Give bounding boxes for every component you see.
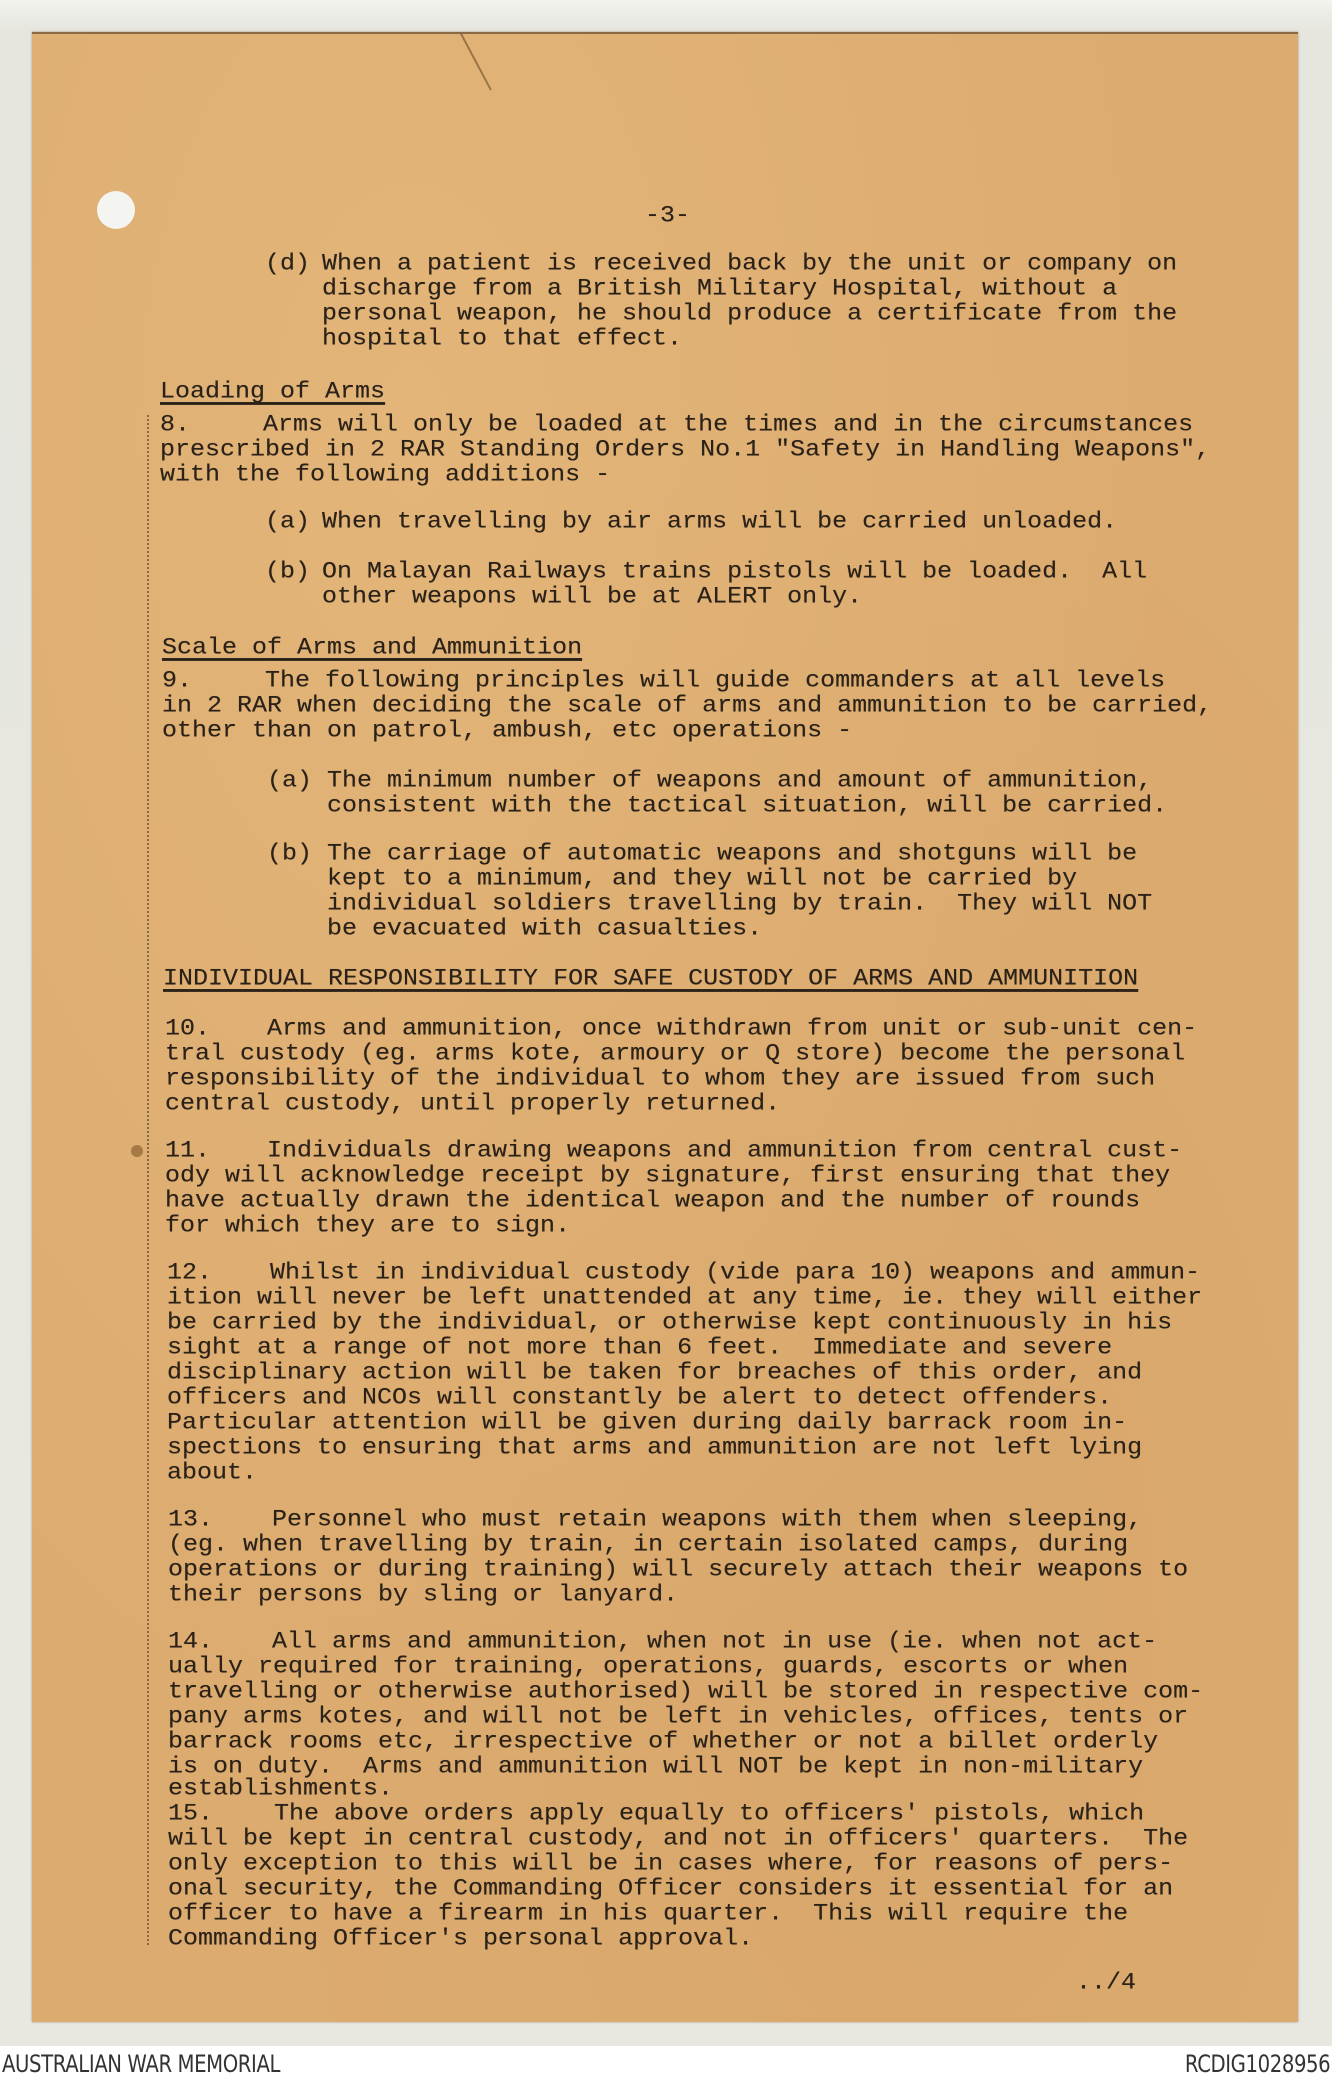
text-line: be evacuated with casualties. [327, 915, 763, 942]
text-line: sight at a range of not more than 6 feet. Immediate and severe [167, 1334, 1113, 1361]
sub-label: (a) [267, 767, 313, 794]
paragraph-number: 11. [165, 1137, 211, 1164]
text-line: kept to a minimum, and they will not be carried by [327, 865, 1078, 892]
text-line: be carried by the individual, or otherwise kept continuously in his [167, 1309, 1173, 1336]
paper-stain [131, 1145, 143, 1157]
text-line: officers and NCOs will constantly be alert to detect offenders. [167, 1384, 1113, 1411]
sub-label: (a) [265, 508, 311, 535]
image-reference: RCDIG1028956 [1184, 2050, 1330, 2078]
text-line: travelling or otherwise authorised) will be stored in respective com- [168, 1678, 1204, 1705]
text-line: Individuals drawing weapons and ammunition from central cust- [267, 1137, 1183, 1164]
text-line: discharge from a British Military Hospital, without a [322, 275, 1118, 302]
text-line: ition will never be left unattended at any time, ie. they will either [167, 1284, 1203, 1311]
paragraph-number: 9. [162, 667, 193, 694]
text-line: barrack rooms etc, irrespective of whether or not a billet orderly [168, 1728, 1159, 1755]
paragraph-number: 10. [165, 1015, 211, 1042]
text-line: prescribed in 2 RAR Standing Orders No.1 "Safety in Handling Weapons", [160, 436, 1211, 463]
text-line: central custody, until properly returned. [165, 1090, 781, 1117]
text-line: Whilst in individual custody (vide para 10) weapons and ammun- [270, 1259, 1201, 1286]
text-line: The carriage of automatic weapons and shotguns will be [327, 840, 1138, 867]
text-line: about. [167, 1459, 258, 1486]
text-line: individual soldiers travelling by train. They will NOT [327, 890, 1153, 917]
punch-hole [97, 191, 135, 229]
page-number: -3- [645, 202, 691, 229]
text-line: All arms and ammunition, when not in use (ie. when not act- [272, 1628, 1158, 1655]
sub-label: (b) [265, 558, 311, 585]
text-line: Arms and ammunition, once withdrawn from unit or sub-unit cen- [267, 1015, 1198, 1042]
text-line: Arms will only be loaded at the times and in the circumstances [263, 411, 1194, 438]
paragraph-number: 12. [167, 1259, 213, 1286]
sub-label: (b) [267, 840, 313, 867]
paragraph-number: 8. [160, 411, 191, 438]
text-line: with the following additions - [160, 461, 611, 488]
text-line: When travelling by air arms will be carried unloaded. [322, 508, 1118, 535]
text-line: The following principles will guide commanders at all levels [265, 667, 1166, 694]
text-line: only exception to this will be in cases where, for reasons of pers- [168, 1850, 1174, 1877]
text-line: When a patient is received back by the unit or company on [322, 250, 1178, 277]
text-line: hospital to that effect. [322, 325, 683, 352]
text-line: disciplinary action will be taken for breaches of this order, and [167, 1359, 1143, 1386]
text-line: onal security, the Commanding Officer considers it essential for an [168, 1875, 1174, 1902]
text-line: their persons by sling or lanyard. [168, 1581, 679, 1608]
text-line: ually required for training, operations, guards, escorts or when [168, 1653, 1129, 1680]
text-line: The above orders apply equally to officers' pistols, which [274, 1800, 1145, 1827]
text-line: Commanding Officer's personal approval. [168, 1925, 754, 1952]
paragraph-number: 13. [168, 1506, 214, 1533]
text-line: operations or during training) will securely attach their weapons to [168, 1556, 1189, 1583]
text-line: for which they are to sign. [165, 1212, 571, 1239]
text-line: Personnel who must retain weapons with them when sleeping, [272, 1506, 1143, 1533]
continuation-marker: ../4 [1076, 1969, 1137, 1996]
institution-name: AUSTRALIAN WAR MEMORIAL [2, 2050, 281, 2078]
margin-line [147, 415, 149, 1945]
section-heading-custody: INDIVIDUAL RESPONSIBILITY FOR SAFE CUSTODY OF ARMS AND AMMUNITION [163, 965, 1139, 992]
text-line: establishments. [168, 1775, 394, 1802]
text-line: consistent with the tactical situation, will be carried. [327, 792, 1168, 819]
paragraph-number: 15. [168, 1800, 214, 1827]
text-line: pany arms kotes, and will not be left in vehicles, offices, tents or [168, 1703, 1189, 1730]
text-line: (eg. when travelling by train, in certain isolated camps, during [168, 1531, 1129, 1558]
sub-label: (d) [265, 250, 311, 277]
text-line: responsibility of the individual to whom they are issued from such [165, 1065, 1156, 1092]
section-heading-scale: Scale of Arms and Ammunition [162, 634, 583, 661]
paragraph-number: 14. [168, 1628, 214, 1655]
footer-bar [0, 2046, 1332, 2081]
text-line: tral custody (eg. arms kote, armoury or Q store) become the personal [165, 1040, 1186, 1067]
text-line: spections to ensuring that arms and ammunition are not left lying [167, 1434, 1143, 1461]
text-line: The minimum number of weapons and amount of ammunition, [327, 767, 1153, 794]
section-heading-loading: Loading of Arms [160, 378, 386, 405]
text-line: will be kept in central custody, and not in officers' quarters. The [168, 1825, 1189, 1852]
text-line: have actually drawn the identical weapon and the number of rounds [165, 1187, 1141, 1214]
text-line: On Malayan Railways trains pistols will be loaded. All [322, 558, 1148, 585]
text-line: in 2 RAR when deciding the scale of arms and ammunition to be carried, [162, 692, 1213, 719]
text-line: personal weapon, he should produce a certificate from the [322, 300, 1178, 327]
text-line: other weapons will be at ALERT only. [322, 583, 863, 610]
text-line: is on duty. Arms and ammunition will NOT be kept in non-military [168, 1753, 1144, 1780]
text-line: Particular attention will be given during daily barrack room in- [167, 1409, 1128, 1436]
text-line: other than on patrol, ambush, etc operations - [162, 717, 853, 744]
text-line: ody will acknowledge receipt by signature, first ensuring that they [165, 1162, 1171, 1189]
text-line: officer to have a firearm in his quarter. This will require the [168, 1900, 1129, 1927]
